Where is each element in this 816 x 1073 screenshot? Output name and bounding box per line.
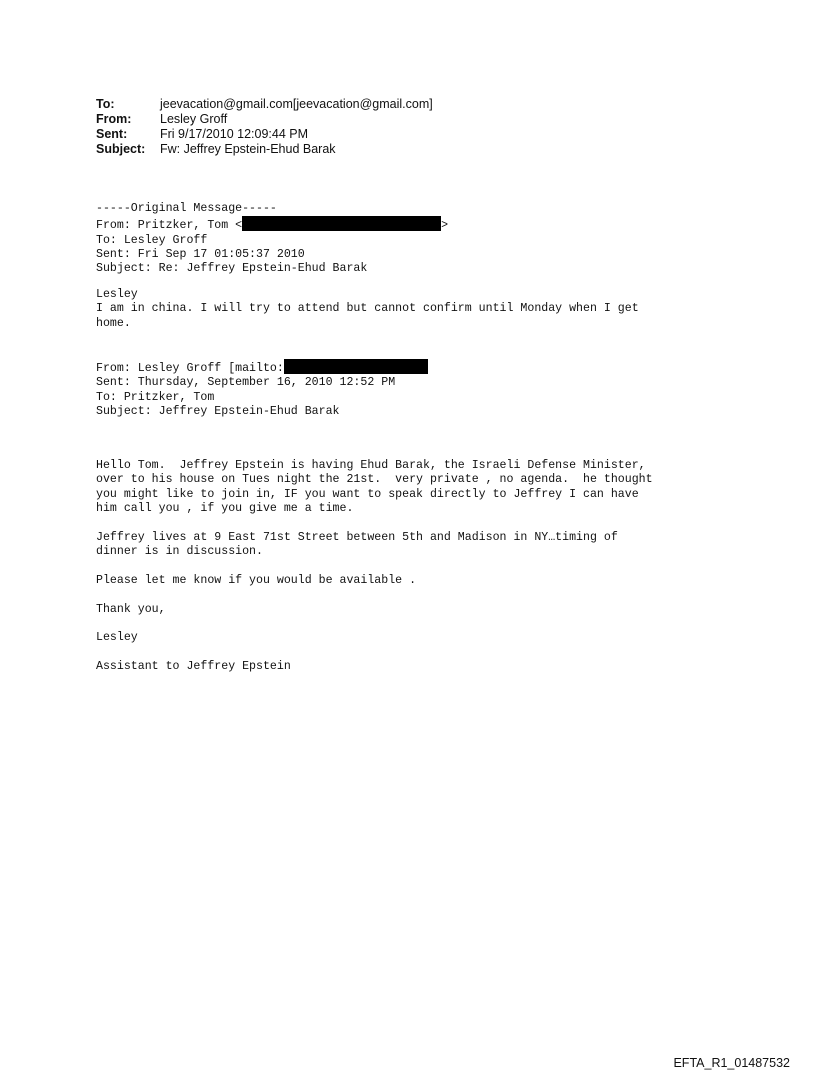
original-paragraph-3 bbox=[96, 574, 416, 588]
signature-title bbox=[96, 660, 291, 674]
original-from-line bbox=[96, 359, 428, 376]
reply-body bbox=[96, 288, 639, 331]
email-header bbox=[96, 97, 433, 157]
header-sent-row bbox=[96, 127, 433, 142]
body-line: you might like to join in, IF you want to speak directly to Jeffrey I can have bbox=[96, 487, 639, 501]
reply-sent-line: Sent: Fri Sep 17 01:05:37 2010 bbox=[96, 247, 305, 261]
to-value: jeevacation@gmail.com[jeevacation@gmail.com] bbox=[160, 97, 433, 111]
reply-to-line: To: Lesley Groff bbox=[96, 233, 208, 247]
signature-name bbox=[96, 631, 138, 645]
body-line: dinner is in discussion. bbox=[96, 545, 263, 559]
sent-value: Fri 9/17/2010 12:09:44 PM bbox=[160, 127, 309, 141]
body-line: over to his house on Tues night the 21st. very private , no agenda. he thought bbox=[96, 473, 653, 487]
from-value: Lesley Groff bbox=[160, 112, 228, 126]
header-from-row bbox=[96, 112, 433, 127]
body-line: Please let me know if you would be available . bbox=[96, 574, 417, 587]
header-to-row bbox=[96, 97, 433, 112]
signature-title-line: Assistant to Jeffrey Epstein bbox=[96, 660, 291, 673]
body-line: Hello Tom. Jeffrey Epstein is having Ehud Barak, the Israeli Defense Minister, bbox=[96, 459, 646, 472]
sent-label: Sent: bbox=[96, 127, 128, 141]
original-sent-line: Sent: Thursday, September 16, 2010 12:52 PM bbox=[96, 376, 396, 390]
subject-label: Subject: bbox=[96, 142, 146, 156]
document-id: EFTA_R1_01487532 bbox=[673, 1056, 790, 1070]
from-label: From: bbox=[96, 112, 132, 126]
original-from-text: From: Lesley Groff [mailto: bbox=[96, 362, 284, 375]
body-line: him call you , if you give me a time. bbox=[96, 501, 354, 515]
original-message-divider: -----Original Message----- bbox=[96, 202, 277, 215]
to-label: To: bbox=[96, 97, 115, 111]
original-subject-line: Subject: Jeffrey Epstein-Ehud Barak bbox=[96, 404, 340, 418]
subject-value: Fw: Jeffrey Epstein-Ehud Barak bbox=[160, 142, 336, 156]
body-line: Jeffrey lives at 9 East 71st Street between 5th and Madison in NY…timing of bbox=[96, 531, 618, 544]
closing-line: Thank you, bbox=[96, 603, 166, 616]
redaction-box bbox=[284, 359, 428, 374]
original-header bbox=[96, 359, 428, 419]
reply-greeting: Lesley bbox=[96, 288, 138, 301]
reply-from-close: > bbox=[441, 219, 449, 233]
original-paragraph-1 bbox=[96, 459, 653, 516]
closing bbox=[96, 603, 166, 617]
reply-from-line bbox=[96, 216, 448, 233]
reply-body-line: home. bbox=[96, 316, 131, 330]
signature-name-line: Lesley bbox=[96, 631, 138, 644]
reply-header bbox=[96, 202, 448, 276]
original-to-line: To: Pritzker, Tom bbox=[96, 390, 215, 404]
reply-from-text: From: Pritzker, Tom < bbox=[96, 219, 243, 233]
original-paragraph-2 bbox=[96, 531, 618, 560]
header-subject-row bbox=[96, 142, 433, 157]
reply-body-line: I am in china. I will try to attend but cannot confirm until Monday when I get bbox=[96, 302, 639, 316]
reply-subject-line: Subject: Re: Jeffrey Epstein-Ehud Barak bbox=[96, 262, 368, 276]
redaction-box bbox=[242, 216, 441, 231]
